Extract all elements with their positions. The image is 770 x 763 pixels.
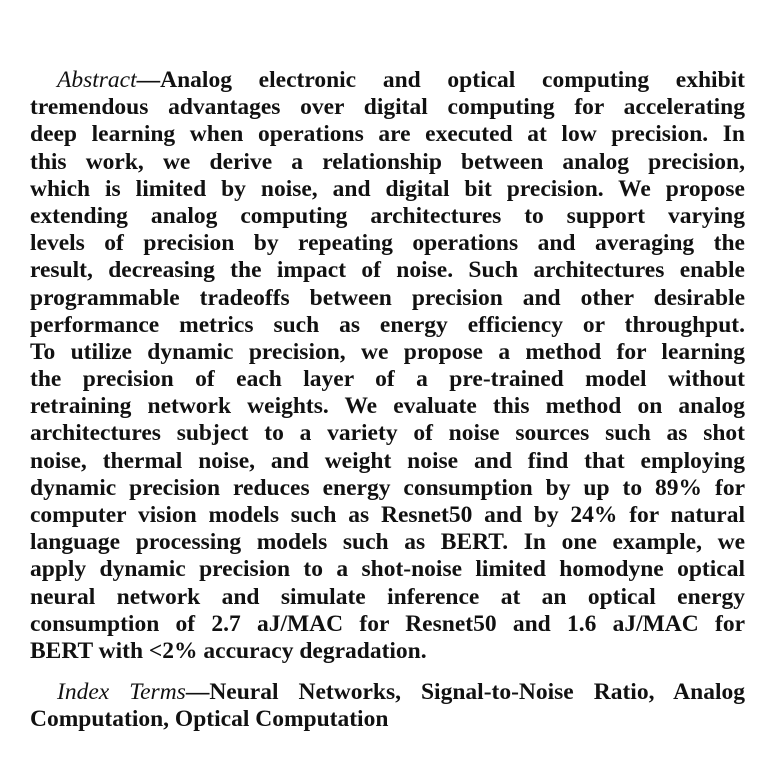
abstract-line: the precision of each layer of a pre-trained model without [30,366,745,393]
abstract-line: deep learning when operations are executed at low precision. In [30,121,745,148]
index-terms-last-line: Computation, Optical Computation [30,706,389,733]
abstract-line: noise, thermal noise, and weight noise and find that employing [30,447,745,474]
paper-body [30,67,745,734]
index-terms-text: —Neural Networks, Signal-to-Noise Ratio, Analog [185,679,745,706]
abstract-line: extending analog computing architectures to support varying [30,202,745,229]
abstract-line: this work, we derive a relationship between analog precision, [30,148,745,175]
abstract-line: neural network and simulate inference at an optical energy [30,583,745,610]
abstract-line: retraining network weights. We evaluate this method on analog [30,393,745,420]
abstract-line: dynamic precision reduces energy consumption by up to 89% for [30,474,745,501]
abstract-line: computer vision models such as Resnet50 and by 24% for natural [30,502,745,528]
index-terms-paragraph [30,679,745,733]
abstract-text: —Analog electronic and optical computing exhibit [136,67,745,93]
index-terms-first-line [30,679,745,706]
abstract-line: which is limited by noise, and digital bit precision. We propose [30,175,745,202]
abstract-label: Abstract [57,67,137,93]
abstract-line: levels of precision by repeating operations and averaging the [30,230,745,257]
abstract-first-line [30,67,745,94]
abstract-line: result, decreasing the impact of noise. Such architectures enable [30,257,745,284]
abstract-line: language processing models such as BERT. In one example, we [30,529,745,556]
abstract-line: BERT with <2% accuracy degradation. [30,637,427,664]
abstract-line: apply dynamic precision to a shot-noise limited homodyne optical [30,556,745,583]
abstract-line: consumption of 2.7 aJ/MAC for Resnet50 and 1.6 aJ/MAC for [30,610,745,637]
abstract-line: architectures subject to a variety of noise sources such as shot [30,420,745,447]
abstract-line: programmable tradeoffs between precision and other desirable [30,284,745,311]
abstract-line: performance metrics such as energy efficiency or throughput. [30,311,745,338]
abstract-paragraph [30,67,745,665]
abstract-line: tremendous advantages over digital computing for accelerating [30,94,745,121]
abstract-lines [30,94,745,665]
index-terms-label: Index Terms [57,679,186,706]
abstract-line: To utilize dynamic precision, we propose a method for learning [30,338,745,365]
